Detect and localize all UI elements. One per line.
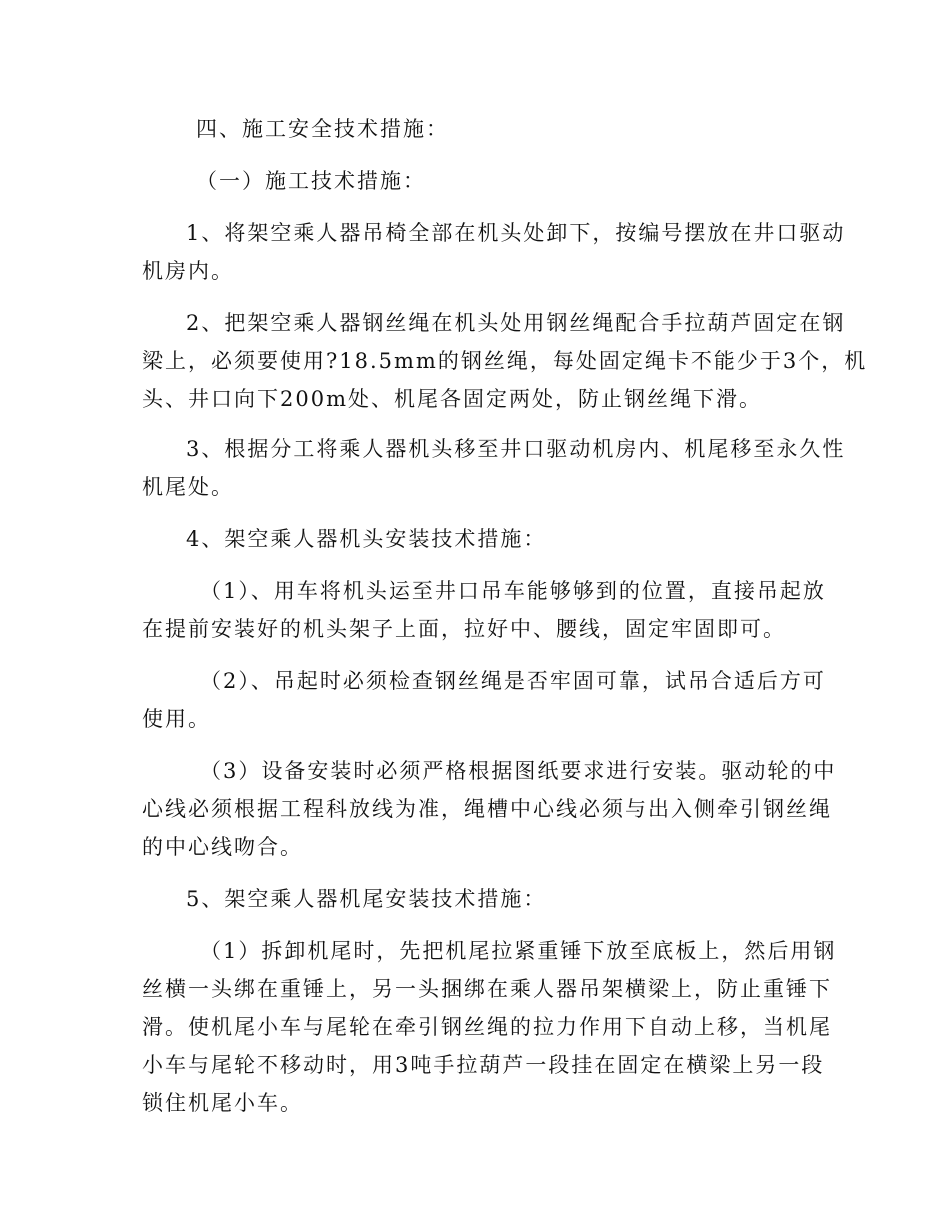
paragraph-line: 的中心线吻合。	[142, 835, 303, 859]
paragraph-line: 2、把架空乘人器钢丝绳在机头处用钢丝绳配合手拉葫芦固定在钢	[186, 311, 846, 335]
paragraph-line: 1、将架空乘人器吊椅全部在机头处卸下，按编号摆放在井口驱动	[186, 221, 846, 245]
paragraph-line: （2）、吊起时必须检查钢丝绳是否牢固可靠，试吊合适后方可	[200, 669, 826, 693]
paragraph-line: （1）拆卸机尾时，先把机尾拉紧重锤下放至底板上，然后用钢	[200, 939, 837, 963]
paragraph-line: 使用。	[142, 707, 211, 731]
paragraph-line: 机尾处。	[142, 475, 234, 499]
paragraph-5-heading: 5、架空乘人器机尾安装技术措施：	[186, 887, 547, 911]
paragraph-line: 梁上，必须要使用?18.5mm的钢丝绳，每处固定绳卡不能少于3个，机	[142, 349, 868, 373]
paragraph-line: 在提前安装好的机头架子上面，拉好中、腰线，固定牢固即可。	[142, 617, 786, 641]
paragraph-line: 丝横一头绑在重锤上，另一头捆绑在乘人器吊架横梁上，防止重锤下	[142, 977, 832, 1001]
paragraph-line: 3、根据分工将乘人器机头移至井口驱动机房内、机尾移至永久性	[186, 437, 846, 461]
paragraph-line: （1）、用车将机头运至井口吊车能够够到的位置，直接吊起放	[200, 579, 826, 603]
paragraph-line: 小车与尾轮不移动时，用3吨手拉葫芦一段挂在固定在横梁上另一段	[142, 1053, 825, 1077]
subsection-heading: （一）施工技术措施：	[196, 169, 426, 193]
paragraph-line: 锁住机尾小车。	[142, 1091, 303, 1115]
paragraph-line: 心线必须根据工程科放线为准，绳槽中心线必须与出入侧牵引钢丝绳	[142, 797, 832, 821]
paragraph-line: 滑。使机尾小车与尾轮在牵引钢丝绳的拉力作用下自动上移，当机尾	[142, 1015, 832, 1039]
paragraph-line: 头、井口向下200m处、机尾各固定两处，防止钢丝绳下滑。	[142, 387, 762, 411]
paragraph-4-heading: 4、架空乘人器机头安装技术措施：	[186, 527, 547, 551]
paragraph-line: 机房内。	[142, 259, 234, 283]
paragraph-line: （3）设备安装时必须严格根据图纸要求进行安装。驱动轮的中	[200, 759, 837, 783]
section-heading: 四、施工安全技术措施：	[196, 117, 449, 141]
